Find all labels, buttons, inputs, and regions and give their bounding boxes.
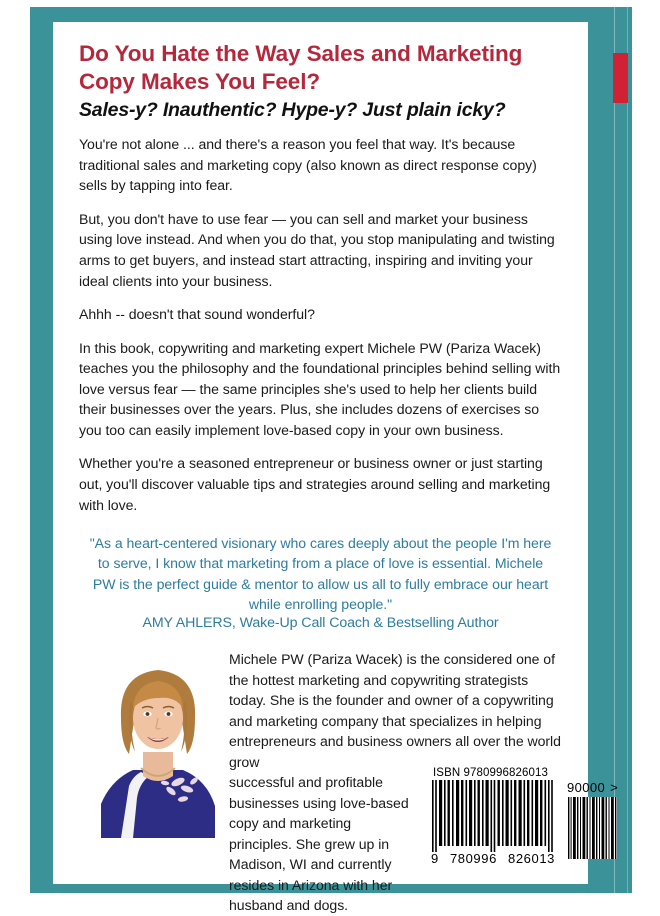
spine-fold-line-2 (627, 7, 628, 893)
barcode-row (431, 780, 621, 864)
ean-digit-prefix: 9 (431, 851, 439, 866)
body-paragraph-4: In this book, copywriting and marketing expert Michele PW (Pariza Wacek) teaches you the philosophy and the foundational principles behind selling with love versus fear — the same principles she's used to help her clients build their businesses over the years. Plus, she includes dozens of exercises so you too can easily implement love-based copy in your own business. (79, 339, 561, 438)
author-bio-paragraph-narrow: successful and profitable businesses using love-based copy and marketing principles. She grew up in Madison, WI and currently resides in Arizona with her husband and dogs. (229, 774, 409, 914)
body-paragraph-3: Ahhh -- doesn't that sound wonderful? (79, 306, 315, 323)
subtitle: Sales-y? Inauthentic? Hype-y? Just plain icky? (79, 98, 506, 121)
testimonial-attribution: AMY AHLERS, Wake-Up Call Coach & Bestselling Author (142, 615, 499, 632)
avatar (99, 652, 217, 838)
barcode-block (431, 767, 621, 864)
testimonial-quote: "As a heart-centered visionary who cares deeply about the people I'm here to serve, I know that marketing from a place of love is essential. Michele PW is the perfect guide & mentor to allow us all to fully embrace our heart while enrolling people." (89, 535, 552, 613)
author-portrait-illustration (99, 652, 217, 838)
testimonial-block (79, 533, 562, 631)
isbn-label: ISBN 9780996826013 (433, 767, 548, 779)
ean13-bars (431, 780, 555, 858)
ean5-addon-barcode (567, 780, 618, 864)
ean-digit-group-1: 780996 (449, 851, 497, 866)
back-cover-content-card (53, 22, 619, 914)
spine-fold-line (614, 7, 615, 893)
addon-price-code: 90000 (567, 780, 606, 795)
ean5-bars (567, 797, 617, 859)
body-paragraph-2: But, you don't have to use fear — you can sell and market your business using love instead. And when you do that, you stop manipulating and twisting arms to get buyers, and instead start attracting, inspiring and inviting your ideal clients into your business. (79, 210, 555, 289)
spine-red-accent-block (613, 53, 628, 103)
body-paragraph-5: Whether you're a seasoned entrepreneur or business owner or just starting out, you'll discover valuable tips and strategies around selling and marketing with love. (79, 455, 551, 513)
addon-caret: > (610, 780, 619, 795)
book-back-cover (30, 7, 632, 914)
author-bio-paragraph-wide: Michele PW (Pariza Wacek) is the considered one of the hottest marketing and copywriting strategists today. She is the founder and owner of a copywriting and marketing company that specializes in helping entrepreneurs and business owners all over the world grow (229, 651, 561, 770)
ean13-barcode (431, 780, 555, 866)
body-paragraph-1: You're not alone ... and there's a reason you feel that way. It's because traditional sales and marketing copy (also known as direct response copy) sells by tapping into fear. (79, 136, 537, 194)
ean-digit-group-2: 826013 (508, 851, 555, 866)
page-title: Do You Hate the Way Sales and Marketing Copy Makes You Feel? (79, 41, 523, 94)
